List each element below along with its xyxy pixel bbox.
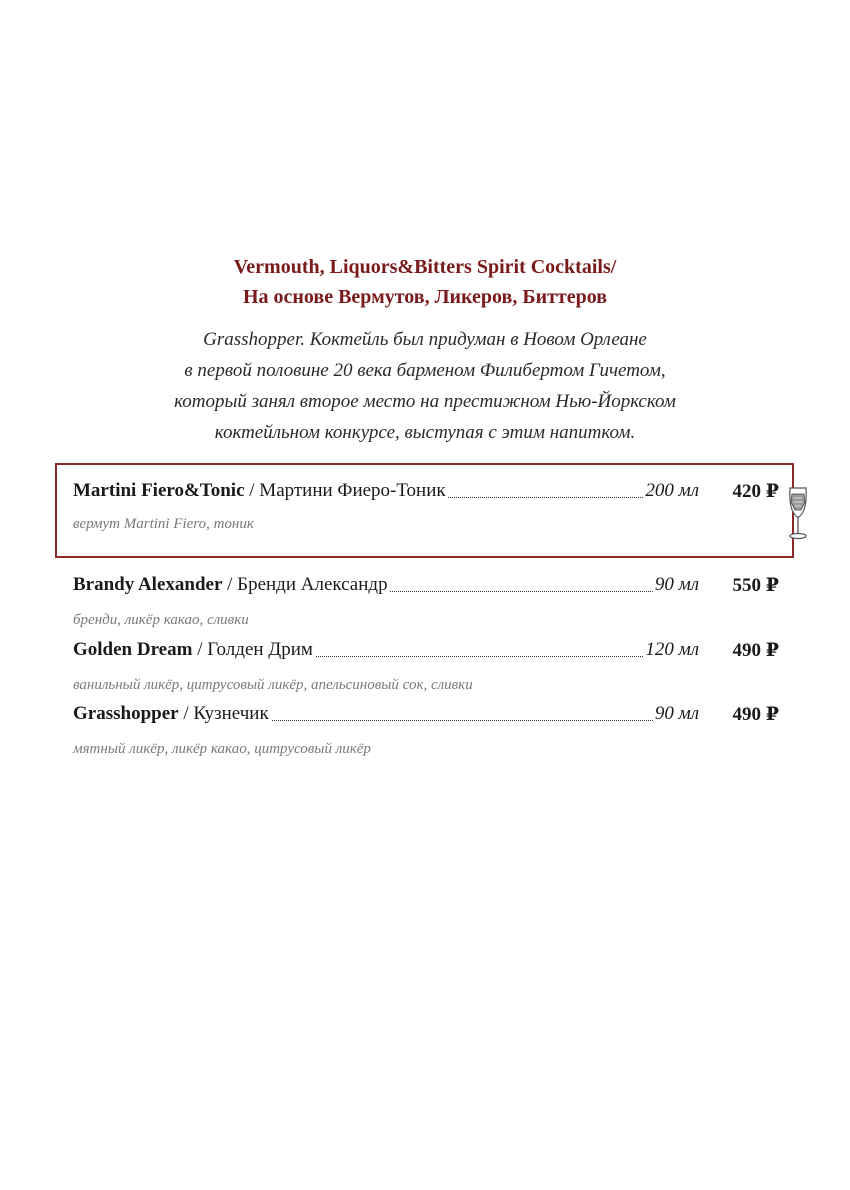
- item-name: [73, 480, 448, 502]
- item-name-en: Martini Fiero&Tonic: [73, 480, 245, 501]
- intro-line-2: в первой половине 20 века барменом Филибертом Гичетом,: [184, 360, 666, 381]
- item-description: ванильный ликёр, цитрусовый ликёр, апельсиновый сок, сливки: [73, 677, 473, 693]
- item-name-ru: Бренди Александр: [237, 574, 388, 595]
- item-name-ru: Голден Дрим: [207, 639, 313, 660]
- item-name: [73, 703, 271, 725]
- section-title-ru: На основе Вермутов, Ликеров, Биттеров: [242, 286, 608, 308]
- item-price: 420 ₽: [732, 481, 779, 502]
- menu-item-martini-fiero-tonic: [73, 480, 779, 508]
- item-name-ru: Кузнечик: [193, 703, 269, 724]
- item-price: 490 ₽: [732, 704, 779, 725]
- item-separator: /: [192, 639, 208, 660]
- menu-item-brandy-alexander: [73, 574, 779, 602]
- menu-item-golden-dream: [73, 639, 779, 667]
- featured-item-box: [55, 463, 794, 558]
- item-name-ru: Мартини Фиеро-Тоник: [259, 480, 446, 501]
- item-price: 490 ₽: [732, 640, 779, 661]
- item-separator: /: [244, 480, 260, 501]
- item-volume: 90 мл: [654, 574, 699, 595]
- item-separator: /: [222, 574, 238, 595]
- item-name-en: Grasshopper: [73, 703, 179, 724]
- intro-line-3: который занял второе место на престижном Нью-Йоркском: [174, 391, 676, 412]
- item-name-en: Brandy Alexander: [73, 574, 223, 595]
- intro-line-1: Grasshopper. Коктейль был придуман в Новом Орлеане: [203, 329, 647, 350]
- menu-item-grasshopper: [73, 703, 779, 731]
- item-volume: 90 мл: [654, 703, 699, 724]
- item-name-en: Golden Dream: [73, 639, 193, 660]
- item-description: бренди, ликёр какао, сливки: [73, 612, 249, 628]
- wine-glass-icon: [785, 484, 811, 542]
- item-separator: /: [178, 703, 194, 724]
- item-name: [73, 639, 315, 661]
- item-volume: 120 мл: [645, 639, 699, 660]
- section-title-en: Vermouth, Liquors&Bitters Spirit Cocktails/: [233, 256, 617, 278]
- item-description: мятный ликёр, ликёр какао, цитрусовый ликёр: [73, 741, 371, 757]
- item-name: [73, 574, 390, 596]
- item-description: вермут Martini Fiero, тоник: [73, 516, 254, 532]
- intro-line-4: коктейльном конкурсе, выступая с этим напитком.: [214, 422, 636, 443]
- item-price: 550 ₽: [732, 575, 779, 596]
- item-volume: 200 мл: [645, 480, 699, 501]
